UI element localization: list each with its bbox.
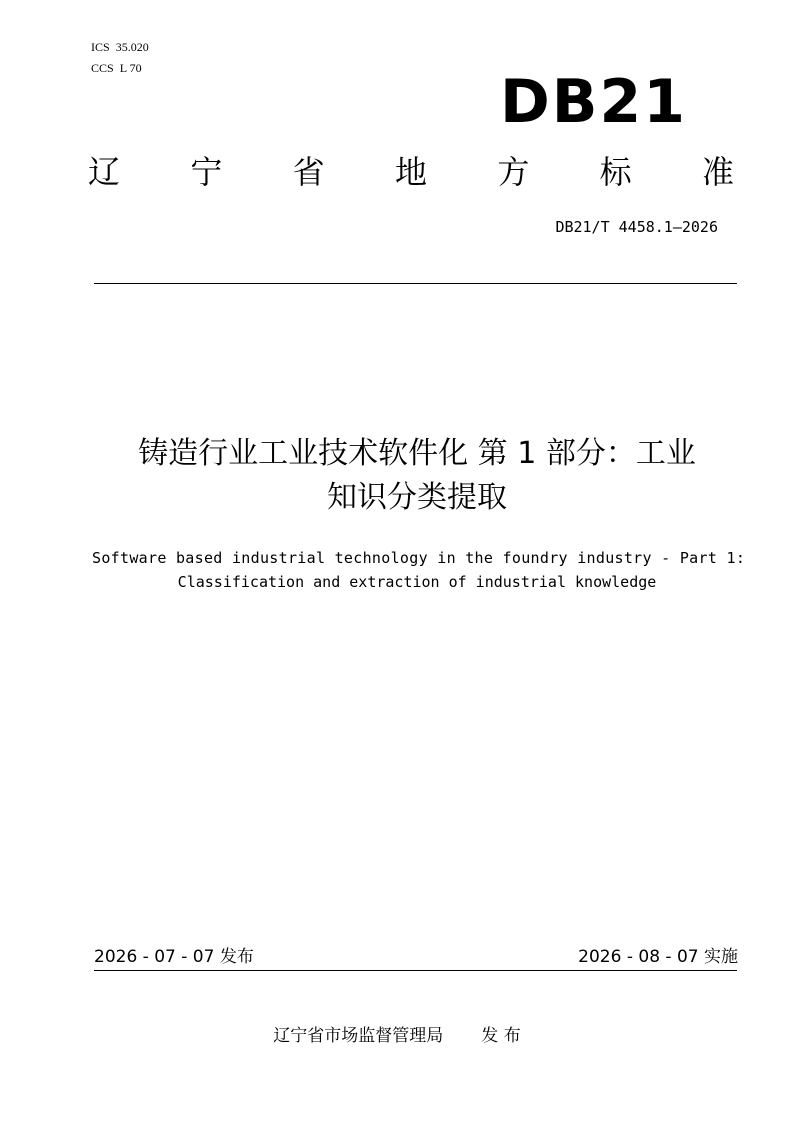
ccs-line <box>91 61 142 75</box>
standard-type-char: 宁 <box>190 153 223 191</box>
standard-type-char: 省 <box>292 153 325 191</box>
bottom-divider <box>94 970 737 971</box>
title-en-line-2: Classification and extraction of industrial knowledge <box>177 573 657 591</box>
standard-type-char: 标 <box>599 153 632 191</box>
ccs-code: L 70 <box>119 61 142 75</box>
ics-line <box>91 40 149 54</box>
standard-number: DB21/T 4458.1—2026 <box>555 218 718 236</box>
standard-type-char: 准 <box>701 153 734 191</box>
publisher-action: 发 布 <box>481 1026 521 1046</box>
standard-type-char: 辽 <box>88 153 121 191</box>
standard-type-heading <box>88 152 734 192</box>
issue-date: 2026 - 07 - 07 发布 <box>94 947 254 967</box>
publisher-line <box>0 1025 794 1047</box>
standard-type-char: 方 <box>497 153 530 191</box>
ics-code: 35.020 <box>115 40 149 54</box>
top-divider <box>94 283 737 284</box>
implementation-date: 2026 - 08 - 07 实施 <box>578 947 738 967</box>
title-cn-line-2: 知识分类提取 <box>327 480 507 515</box>
standard-type-char: 地 <box>394 153 427 191</box>
ics-label: ICS <box>91 40 110 54</box>
title-cn-line-1: 铸造行业工业技术软件化 第 1 部分：工业 <box>138 436 696 471</box>
db-logo: DB21 <box>500 67 688 137</box>
title-en-line-1: Software based industrial technology in the foundry industry - Part 1: <box>92 549 746 567</box>
ccs-label: CCS <box>91 61 114 75</box>
publisher-name: 辽宁省市场监督管理局 <box>273 1026 444 1046</box>
